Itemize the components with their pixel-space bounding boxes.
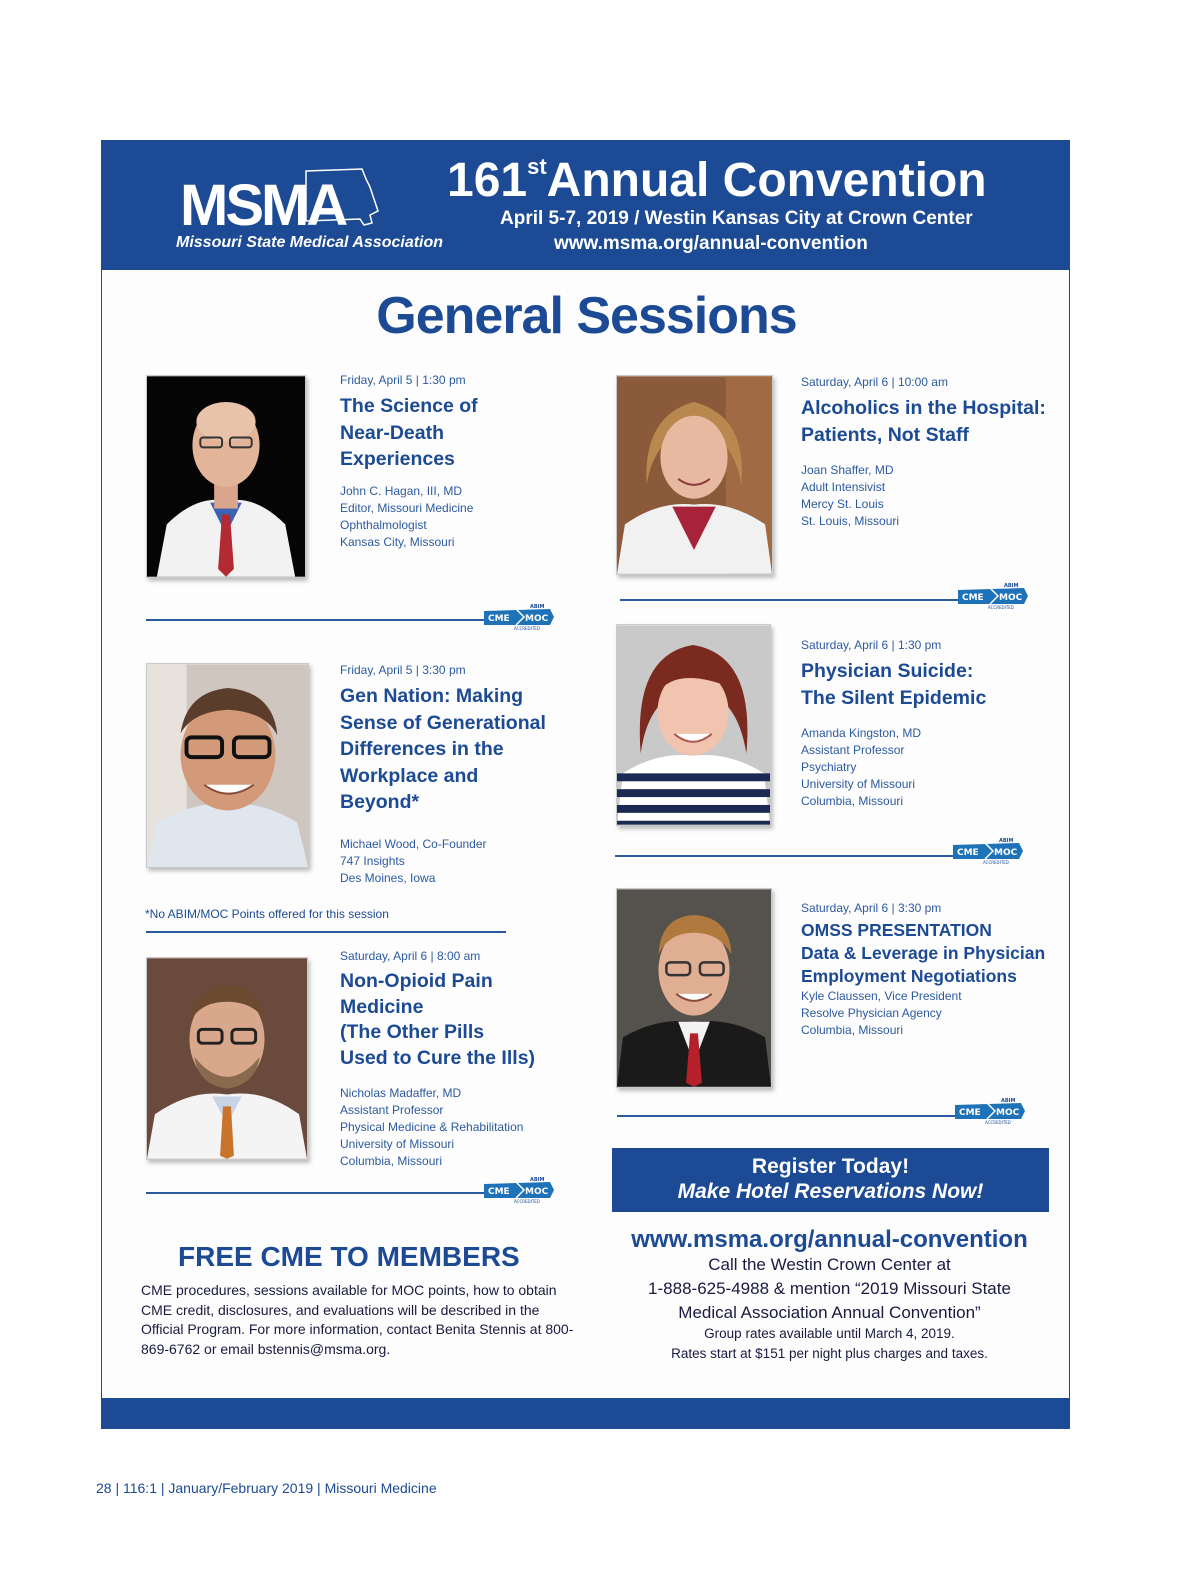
svg-text:ACCREDITED: ACCREDITED [983, 860, 1009, 865]
cme-moc-badge [954, 582, 1030, 610]
logo-subtitle: Missouri State Medical Association [176, 234, 444, 251]
free-cme-body: CME procedures, sessions available for MOC points, how to obtain CME credit, disclosures, and evaluations will be described in the Official Program. For more information, contact Benita Stennis at 800-869-6762 or email bstennis@msma.org. [141, 1282, 574, 1357]
speaker-photo-shaffer [616, 375, 773, 575]
session-1 [340, 373, 580, 551]
session-date: Friday, April 5 | 1:30 pm [340, 373, 466, 387]
session-speaker: Amanda Kingston, MD Assistant Professor Psychiatry University of Missouri Columbia, Missouri [801, 726, 922, 808]
section-divider [146, 1192, 486, 1194]
bottom-banner-bar [102, 1398, 1069, 1428]
session-title: Physician Suicide: The Silent Epidemic [801, 660, 987, 709]
hotel-phone-line: 1-888-625-4988 & mention “2019 Missouri State [648, 1279, 1011, 1298]
convention-url[interactable]: www.msma.org/annual-convention [554, 233, 868, 254]
speaker-photo-hagan [146, 375, 306, 578]
svg-text:ABIM: ABIM [530, 1177, 545, 1183]
cme-moc-badge [480, 603, 556, 631]
cme-moc-badge [949, 837, 1025, 865]
session-title: OMSS PRESENTATION Data & Leverage in Physician Employment Negotiations [801, 920, 1046, 986]
speaker-photo-kingston [616, 624, 771, 826]
session-title: Non-Opioid Pain Medicine (The Other Pills Used to Cure the Ills) [340, 970, 536, 1069]
session-speaker: Kyle Claussen, Vice President Resolve Physician Agency Columbia, Missouri [801, 989, 962, 1037]
session-speaker: John C. Hagan, III, MD Editor, Missouri Medicine Ophthalmologist Kansas City, Missouri [340, 483, 474, 549]
session-date: Saturday, April 6 | 1:30 pm [801, 638, 942, 652]
convention-advertisement [101, 140, 1070, 1429]
section-divider [617, 1115, 957, 1117]
session-4 [801, 375, 1051, 530]
register-url-link[interactable]: www.msma.org/annual-convention [631, 1226, 1028, 1253]
session-title: The Science of Near-Death Experiences [340, 395, 478, 470]
session-5 [801, 638, 1051, 810]
session-3 [340, 949, 590, 1170]
svg-text:ABIM: ABIM [1001, 1098, 1016, 1104]
cme-moc-badge [480, 1176, 556, 1204]
register-today-text: Register Today! [751, 1155, 910, 1178]
page-footer: 28 | 116:1 | January/February 2019 | Missouri Medicine [96, 1480, 437, 1496]
svg-text:MOC: MOC [999, 593, 1023, 603]
svg-text:ACCREDITED: ACCREDITED [514, 1199, 540, 1204]
speaker-photo-wood [146, 663, 309, 868]
svg-text:CME: CME [488, 1187, 510, 1197]
svg-text:CME: CME [957, 848, 979, 858]
section-divider [146, 619, 486, 621]
hotel-reservations-text: Make Hotel Reservations Now! [677, 1180, 984, 1203]
convention-title: 161stAnnual Convention [447, 154, 987, 207]
speaker-photo-madaffer [146, 957, 308, 1160]
cme-moc-badge [951, 1097, 1027, 1125]
hotel-info-line: Medical Association Annual Convention” [678, 1303, 981, 1322]
session-title: Gen Nation: Making Sense of Generational Differences in the Workplace and Beyond* [340, 685, 546, 813]
header-banner [102, 141, 1069, 270]
session-6 [801, 901, 1056, 1039]
convention-dates-location: April 5-7, 2019 / Westin Kansas City at Crown Center [500, 208, 973, 229]
section-divider [620, 599, 960, 601]
section-divider [146, 931, 506, 933]
session-date: Saturday, April 6 | 10:00 am [801, 375, 948, 389]
svg-text:MOC: MOC [994, 848, 1018, 858]
register-banner[interactable] [612, 1148, 1049, 1212]
hotel-info-line: Call the Westin Crown Center at [708, 1255, 951, 1274]
speaker-photo-claussen [616, 888, 772, 1088]
session-title: Alcoholics in the Hospital: Patients, Not Staff [801, 397, 1046, 446]
session-speaker: Joan Shaffer, MD Adult Intensivist Mercy St. Louis St. Louis, Missouri [801, 463, 900, 528]
session-2 [340, 663, 580, 887]
svg-text:MOC: MOC [525, 614, 549, 624]
msma-logo [176, 161, 466, 261]
svg-text:ACCREDITED: ACCREDITED [988, 605, 1014, 610]
session-date: Saturday, April 6 | 3:30 pm [801, 901, 942, 915]
rates-line: Rates start at $151 per night plus charges and taxes. [671, 1346, 988, 1361]
session-speaker: Michael Wood, Co-Founder 747 Insights Des Moines, Iowa [340, 836, 487, 885]
logo-wordmark: MSMA [180, 173, 346, 238]
session-speaker: Nicholas Madaffer, MD Assistant Professor Physical Medicine & Rehabilitation University of Missouri Columbia, Missouri [340, 1086, 524, 1168]
svg-text:MOC: MOC [525, 1187, 549, 1197]
svg-text:ACCREDITED: ACCREDITED [514, 626, 540, 631]
session-footnote: *No ABIM/MOC Points offered for this session [145, 907, 389, 921]
svg-text:CME: CME [488, 614, 510, 624]
general-sessions-heading: General Sessions [376, 287, 797, 345]
free-cme-heading: FREE CME TO MEMBERS [178, 1241, 520, 1272]
svg-text:ACCREDITED: ACCREDITED [985, 1120, 1011, 1125]
svg-text:CME: CME [959, 1108, 981, 1118]
section-divider [615, 855, 955, 857]
svg-text:ABIM: ABIM [530, 604, 545, 610]
svg-text:MOC: MOC [996, 1108, 1020, 1118]
session-date: Saturday, April 6 | 8:00 am [340, 949, 481, 963]
group-rates-line: Group rates available until March 4, 2019. [704, 1326, 955, 1341]
svg-text:ABIM: ABIM [999, 838, 1014, 844]
svg-text:ABIM: ABIM [1004, 583, 1019, 589]
session-date: Friday, April 5 | 3:30 pm [340, 663, 466, 677]
svg-text:CME: CME [962, 593, 984, 603]
